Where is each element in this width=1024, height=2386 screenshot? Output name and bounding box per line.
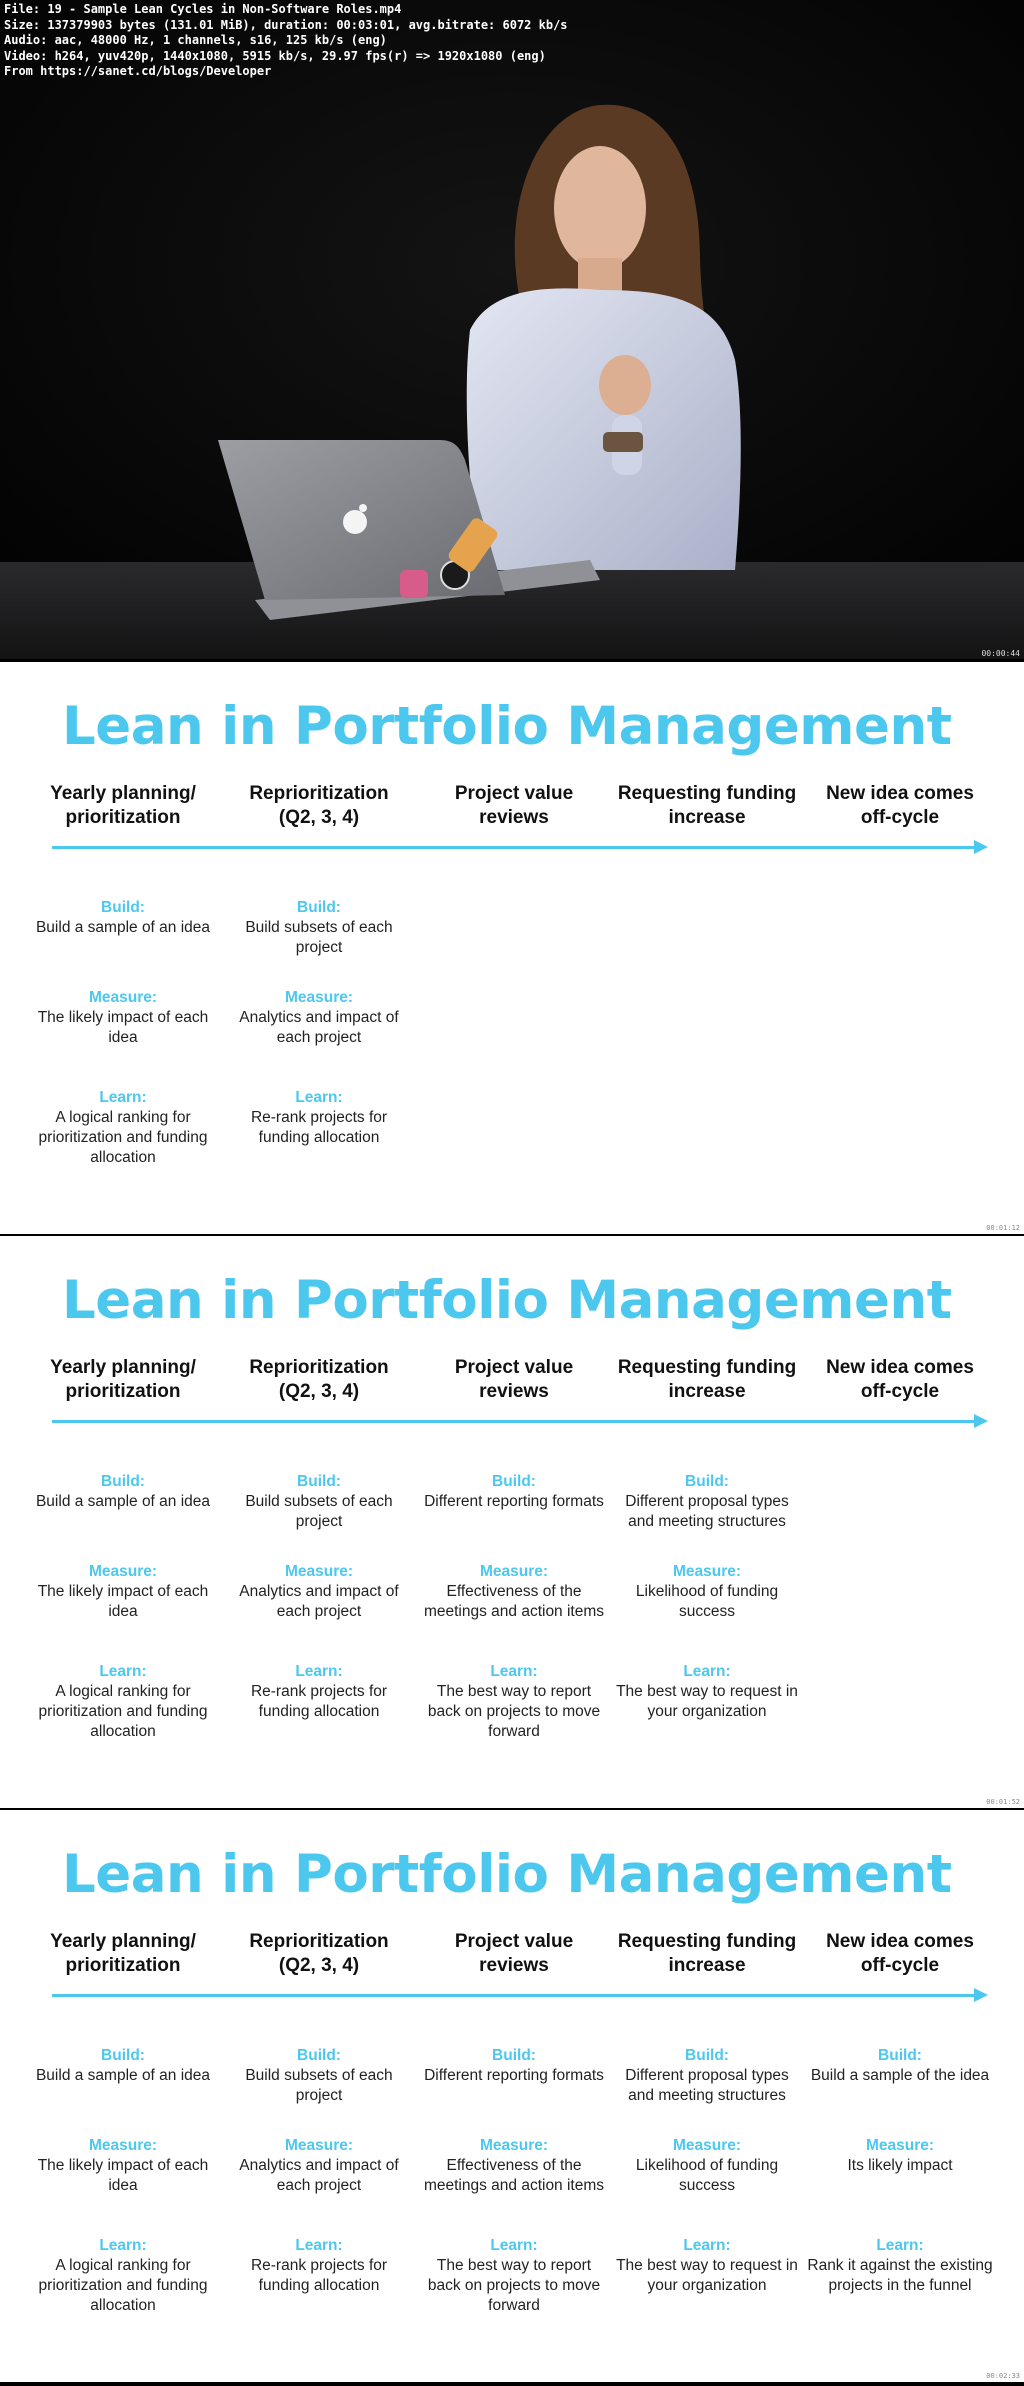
measure-text: Effectiveness of the meetings and action items (423, 2157, 605, 2194)
learn-cell (28, 1088, 218, 1168)
measure-label: Measure: (479, 2137, 549, 2154)
phase-heading: Project value reviews (454, 783, 574, 828)
build-text: Different proposal types and meeting structures (625, 2067, 789, 2104)
measure-text: Likelihood of funding success (635, 2157, 779, 2194)
phase-heading: Project value reviews (454, 1931, 574, 1976)
slide-frame-2 (0, 1236, 1024, 1808)
build-cell (28, 898, 218, 938)
file-info-line: From https://sanet.cd/blogs/Developer (4, 64, 272, 78)
phase-heading: Requesting funding increase (617, 1931, 797, 1976)
build-label: Build: (101, 1473, 145, 1490)
timeline-arrowhead (974, 1988, 988, 2002)
slide-frame-3 (0, 1810, 1024, 2382)
learn-text: The best way to request in your organization (616, 1683, 798, 1720)
build-label: Build: (101, 2047, 145, 2064)
phase-heading: Project value reviews (454, 1357, 574, 1402)
build-cell (805, 2046, 995, 2086)
phase-heading: New idea comes off-cycle (826, 1357, 974, 1402)
phase-heading: New idea comes off-cycle (826, 783, 974, 828)
measure-cell (612, 2136, 802, 2196)
build-label: Build: (101, 899, 145, 916)
build-cell (224, 898, 414, 958)
learn-cell (612, 2236, 802, 2296)
build-text: Build a sample of an idea (35, 919, 211, 936)
build-label: Build: (685, 2047, 729, 2064)
build-text: Build a sample of an idea (35, 1493, 211, 1510)
build-cell (224, 1472, 414, 1532)
slide-frame-1 (0, 662, 1024, 1234)
learn-text: The best way to request in your organization (616, 2257, 798, 2294)
timeline-axis (52, 1994, 978, 1997)
learn-label: Learn: (99, 2237, 147, 2254)
measure-cell (224, 2136, 414, 2196)
timeline-axis (52, 846, 978, 849)
learn-text: A logical ranking for prioritization and funding allocation (38, 1683, 208, 1740)
learn-cell (28, 1662, 218, 1742)
build-text: Build subsets of each project (245, 2067, 393, 2104)
build-text: Different proposal types and meeting structures (625, 1493, 789, 1530)
timeline-arrowhead (974, 1414, 988, 1428)
learn-label: Learn: (490, 2237, 538, 2254)
measure-text: Analytics and impact of each project (239, 1009, 399, 1046)
build-cell (224, 2046, 414, 2106)
learn-cell (224, 1662, 414, 1722)
measure-label: Measure: (479, 1563, 549, 1580)
learn-text: Re-rank projects for funding allocation (250, 1109, 388, 1146)
build-cell (419, 2046, 609, 2086)
build-cell (28, 1472, 218, 1512)
measure-cell (28, 988, 218, 1048)
phase-heading: Requesting funding increase (617, 1357, 797, 1402)
build-label: Build: (878, 2047, 922, 2064)
learn-cell (612, 1662, 802, 1722)
build-text: Build subsets of each project (245, 1493, 393, 1530)
measure-cell (28, 1562, 218, 1622)
measure-label: Measure: (284, 989, 354, 1006)
phase-heading: Yearly planning/ prioritization (50, 1931, 196, 1976)
build-label: Build: (297, 2047, 341, 2064)
measure-text: Analytics and impact of each project (239, 2157, 399, 2194)
measure-text: The likely impact of each idea (37, 2157, 209, 2194)
measure-label: Measure: (88, 2137, 158, 2154)
build-label: Build: (297, 899, 341, 916)
frame-timestamp: 00:02:33 (986, 2372, 1020, 2380)
measure-label: Measure: (672, 1563, 742, 1580)
file-info-line: Size: 137379903 bytes (131.01 MiB), duration: 00:03:01, avg.bitrate: 6072 kb/s (4, 17, 568, 32)
measure-cell (224, 1562, 414, 1622)
build-label: Build: (492, 2047, 536, 2064)
slide-title: Lean in Portfolio Management (62, 1844, 952, 1905)
slide-title: Lean in Portfolio Management (62, 696, 952, 757)
measure-cell (28, 2136, 218, 2196)
measure-cell (224, 988, 414, 1048)
frame-separator (0, 659, 1024, 661)
build-text: Build a sample of the idea (810, 2067, 990, 2084)
build-cell (612, 1472, 802, 1532)
measure-text: Its likely impact (847, 2157, 953, 2174)
measure-cell (419, 1562, 609, 1622)
build-label: Build: (685, 1473, 729, 1490)
build-label: Build: (297, 1473, 341, 1490)
learn-cell (805, 2236, 995, 2296)
video-frame (0, 0, 1024, 660)
learn-text: A logical ranking for prioritization and funding allocation (38, 1109, 208, 1166)
frame-timestamp: 00:01:52 (986, 1798, 1020, 1806)
measure-text: Likelihood of funding success (635, 1583, 779, 1620)
build-label: Build: (492, 1473, 536, 1490)
learn-label: Learn: (876, 2237, 924, 2254)
slide-title: Lean in Portfolio Management (62, 1270, 952, 1331)
file-info-header (4, 2, 568, 80)
learn-text: Rank it against the existing projects in the funnel (807, 2257, 993, 2294)
file-info-line: File: 19 - Sample Lean Cycles in Non-Software Roles.mp4 (4, 2, 402, 16)
learn-text: The best way to report back on projects to move forward (427, 1683, 601, 1740)
frame-timestamp: 00:01:12 (986, 1224, 1020, 1232)
learn-text: The best way to report back on projects to move forward (427, 2257, 601, 2314)
measure-cell (805, 2136, 995, 2176)
measure-label: Measure: (865, 2137, 935, 2154)
measure-text: Effectiveness of the meetings and action items (423, 1583, 605, 1620)
phase-heading: Reprioritization (Q2, 3, 4) (249, 1357, 389, 1402)
learn-label: Learn: (295, 1663, 343, 1680)
learn-text: Re-rank projects for funding allocation (250, 2257, 388, 2294)
learn-label: Learn: (295, 1089, 343, 1106)
file-info-line: Audio: aac, 48000 Hz, 1 channels, s16, 125 kb/s (eng) (4, 33, 387, 47)
phase-heading: Requesting funding increase (617, 783, 797, 828)
measure-text: Analytics and impact of each project (239, 1583, 399, 1620)
measure-text: The likely impact of each idea (37, 1009, 209, 1046)
build-cell (28, 2046, 218, 2086)
phase-heading: Yearly planning/ prioritization (50, 1357, 196, 1402)
timeline-axis (52, 1420, 978, 1423)
measure-label: Measure: (672, 2137, 742, 2154)
measure-text: The likely impact of each idea (37, 1583, 209, 1620)
phase-heading: Reprioritization (Q2, 3, 4) (249, 783, 389, 828)
measure-label: Measure: (88, 989, 158, 1006)
measure-cell (612, 1562, 802, 1622)
learn-label: Learn: (683, 2237, 731, 2254)
measure-cell (419, 2136, 609, 2196)
learn-cell (224, 2236, 414, 2296)
learn-cell (419, 2236, 609, 2316)
learn-label: Learn: (683, 1663, 731, 1680)
video-timestamp: 00:00:44 (981, 649, 1020, 658)
measure-label: Measure: (284, 2137, 354, 2154)
phase-heading: New idea comes off-cycle (826, 1931, 974, 1976)
build-text: Different reporting formats (424, 2067, 604, 2084)
timeline-arrowhead (974, 840, 988, 854)
learn-label: Learn: (99, 1089, 147, 1106)
phase-heading: Reprioritization (Q2, 3, 4) (249, 1931, 389, 1976)
build-text: Build subsets of each project (245, 919, 393, 956)
build-text: Build a sample of an idea (35, 2067, 211, 2084)
learn-text: Re-rank projects for funding allocation (250, 1683, 388, 1720)
build-text: Different reporting formats (424, 1493, 604, 1510)
file-info-line: Video: h264, yuv420p, 1440x1080, 5915 kb/s, 29.97 fps(r) => 1920x1080 (eng) (4, 48, 546, 63)
learn-cell (28, 2236, 218, 2316)
learn-label: Learn: (295, 2237, 343, 2254)
learn-cell (224, 1088, 414, 1148)
build-cell (419, 1472, 609, 1512)
video-scene (0, 0, 1024, 660)
measure-label: Measure: (284, 1563, 354, 1580)
phase-heading: Yearly planning/ prioritization (50, 783, 196, 828)
build-cell (612, 2046, 802, 2106)
learn-cell (419, 1662, 609, 1742)
measure-label: Measure: (88, 1563, 158, 1580)
learn-label: Learn: (99, 1663, 147, 1680)
learn-label: Learn: (490, 1663, 538, 1680)
learn-text: A logical ranking for prioritization and funding allocation (38, 2257, 208, 2314)
